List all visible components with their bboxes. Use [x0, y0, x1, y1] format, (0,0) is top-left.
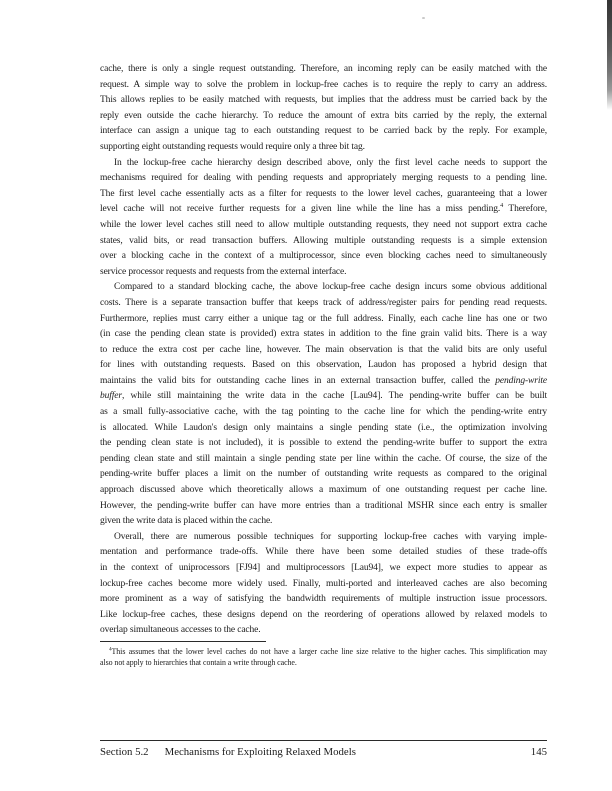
- text-line: [100, 109, 547, 125]
- text-segment: the pending clean state is not included), it is possible to extend the pending-write buffer to support the extra: [100, 438, 547, 449]
- text-segment: maintains the valid bits for outstanding cache lines in an external transaction buffer, called the: [100, 375, 496, 386]
- footnote: [100, 641, 547, 669]
- text-segment: as a small fully-associative cache, with the tag pointing to the cache line for which the pending-write entry: [100, 407, 547, 418]
- text-line: [100, 389, 547, 405]
- text-line: [100, 499, 547, 515]
- text-segment: for lines with outstanding requests. Based on this observation, Laudon has proposed a hybrid design that: [100, 360, 547, 371]
- text-segment: pending-write: [495, 375, 547, 386]
- text-line: [100, 280, 547, 296]
- text-line: [100, 312, 547, 328]
- text-segment: states, valid bits, or read transaction buffers. Allowing multiple outstanding requests is a simple extension: [100, 235, 547, 246]
- text-line: [100, 265, 547, 281]
- text-line: [100, 296, 547, 312]
- footer-chapter-title: Mechanisms for Exploiting Relaxed Models: [164, 746, 356, 758]
- scan-artifact-edge: [607, 0, 612, 110]
- text-segment: Compared to a standard blocking cache, the above lockup-free cache design incurs some obvious additional: [114, 282, 547, 293]
- text-line: [100, 78, 547, 94]
- text-line: [100, 62, 547, 78]
- text-segment: service processor requests and requests from the external interface.: [100, 266, 347, 277]
- text-segment: overlap simultaneous accesses to the cache.: [100, 625, 261, 636]
- text-line: [100, 140, 547, 156]
- text-segment: more prominent as a way of satisfying the bandwidth requirements of multiple instruction issue processors.: [100, 594, 547, 605]
- text-line: [100, 421, 547, 437]
- text-segment: Therefore,: [503, 204, 548, 215]
- text-line: [100, 483, 547, 499]
- text-line: [100, 156, 547, 172]
- text-line: [100, 358, 547, 374]
- text-segment: This allows replies to be easily matched with requests, but implies that the address must be carried back by the: [100, 95, 547, 106]
- text-line: [100, 514, 547, 530]
- text-line: [100, 202, 547, 218]
- text-segment: interface can assign a unique tag to each outstanding request to be carried back by the reply. For example,: [100, 126, 547, 137]
- text-line: [100, 343, 547, 359]
- page-footer: [100, 740, 547, 758]
- text-segment: buffer: [100, 391, 122, 402]
- text-segment: Overall, there are numerous possible techniques for supporting lockup-free caches with varying imple-: [114, 531, 547, 542]
- text-segment: is allocated. While Laudon's design only maintains a single pending state (i.e., the optimization involving: [100, 422, 547, 433]
- text-line: [100, 467, 547, 483]
- text-segment: request. A simple way to solve the problem in lockup-free caches is to require the reply to carry an address.: [100, 79, 547, 90]
- text-segment: lockup-free caches become more widely used. Finally, multi-ported and interleaved caches are also becoming: [100, 578, 547, 589]
- text-segment: given the write data is placed within the cache.: [100, 516, 273, 527]
- text-segment: reply even outside the cache hierarchy. To reduce the amount of extra bits carried by the reply, the external: [100, 110, 547, 121]
- text-segment: mechanisms required for dealing with pending requests and appropriately merging requests to a pending line.: [100, 173, 547, 184]
- text-line: [100, 124, 547, 140]
- text-segment: in the context of uniprocessors [FJ94] and multiprocessors [Lau94], we expect more studies to appear as: [100, 563, 547, 573]
- paragraph: [100, 646, 547, 669]
- text-segment: supporting eight outstanding requests would require only a three bit tag.: [100, 141, 365, 152]
- footnote-separator-rule: [100, 641, 266, 642]
- text-segment: In the lockup-free cache hierarchy design described above, only the first level cache needs to support the: [114, 157, 547, 168]
- text-segment: level cache will not receive further requests for a given line while the line has a miss pending.: [100, 204, 501, 215]
- text-segment: Furthermore, replies must carry either a unique tag or the full address. Finally, each cache line has one or two: [100, 313, 547, 324]
- text-segment: The first level cache essentially acts as a filter for requests to the lower level caches, guaranteeing that a lower: [100, 188, 547, 199]
- footer-page-number: 145: [530, 746, 547, 758]
- text-line: [100, 327, 547, 343]
- text-segment: pending clean state and still maintain a single pending state per line within the cache. Of course, the size of the: [100, 453, 547, 464]
- text-line: [100, 234, 547, 250]
- text-line: [100, 452, 547, 468]
- text-line: [100, 530, 547, 546]
- text-line: [100, 646, 547, 657]
- text-line: [100, 249, 547, 265]
- superscript: 4: [500, 203, 504, 210]
- text-segment: However, the pending-write buffer can have more entries than a traditional MSHR since each entry is smaller: [100, 500, 547, 511]
- text-line: [100, 608, 547, 624]
- scan-artifact-speck: [422, 17, 425, 19]
- text-body: [100, 62, 547, 639]
- text-segment: while the lower level caches still need to allow multiple outstanding requests, they need not support extra cache: [100, 219, 547, 230]
- superscript: 4: [109, 646, 112, 653]
- text-line: [100, 436, 547, 452]
- text-segment: (in case the pending clean state is provided) extra states in addition to the fine grain valid bits. There is a way: [100, 329, 547, 340]
- text-segment: , while still maintaining the write data in the cache [Lau94]. The pending-write buffer can be built: [121, 391, 547, 402]
- text-line: [100, 218, 547, 234]
- paragraph: [100, 62, 547, 156]
- text-segment: This assumes that the lower level caches do not have a larger cache line size relative to the higher caches. This simplification may: [111, 647, 547, 656]
- text-segment: also not apply to hierarchies that contain a write through cache.: [100, 658, 297, 668]
- text-segment: mentation and performance trade-offs. While there have been some detailed studies of these trade-offs: [100, 547, 547, 558]
- text-line: [100, 623, 547, 639]
- paragraph: [100, 156, 547, 281]
- paragraph: [100, 280, 547, 530]
- text-segment: pending-write buffer places a limit on the number of outstanding write requests as compared to the original: [100, 469, 547, 480]
- text-line: [100, 577, 547, 593]
- text-line: [100, 592, 547, 608]
- footnote-text: [100, 646, 547, 669]
- text-segment: to reduce the extra cost per cache line, however. The main observation is that the valid bits are only useful: [100, 344, 547, 355]
- text-line: [100, 561, 547, 577]
- text-line: [100, 187, 547, 203]
- text-segment: cache, there is only a single request outstanding. Therefore, an incoming reply can be easily matched with the: [100, 64, 547, 74]
- text-line: [100, 93, 547, 109]
- text-line: [100, 657, 547, 668]
- text-segment: approach discussed above which theoretically allows a maximum of one outstanding request per cache line.: [100, 485, 547, 496]
- text-segment: costs. There is a separate transaction buffer that keeps track of address/register pairs for pending read requests.: [100, 297, 547, 308]
- text-line: [100, 171, 547, 187]
- text-segment: Like lockup-free caches, these designs depend on the reordering of operations allowed by relaxed models to: [100, 609, 547, 620]
- text-segment: over a blocking cache in the context of a multiprocessor, since even blocking caches need to simultaneously: [100, 251, 547, 262]
- text-line: [100, 545, 547, 561]
- text-line: [100, 374, 547, 390]
- footer-section-label: Section 5.2: [100, 746, 149, 758]
- paragraph: [100, 530, 547, 639]
- text-line: [100, 405, 547, 421]
